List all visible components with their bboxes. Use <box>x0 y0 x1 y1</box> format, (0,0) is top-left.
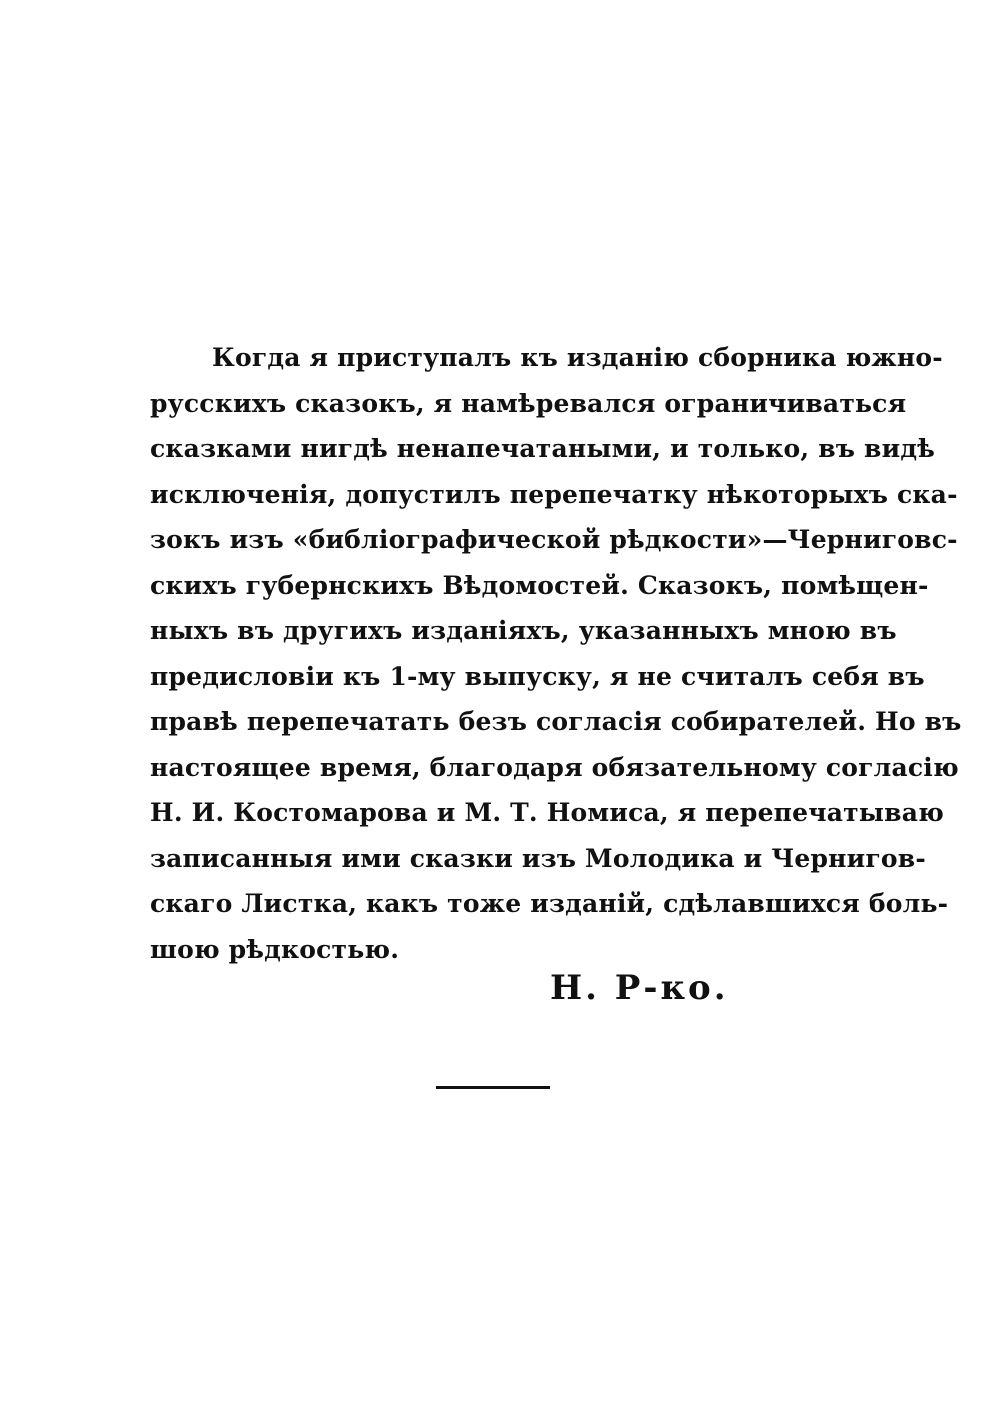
paragraph-line: Н. И. Костомарова и М. Т. Номиса, я перепечатываю <box>150 798 944 827</box>
paragraph-line: сказками нигдѣ ненапечатаными, и только, въ видѣ <box>150 434 936 463</box>
paragraph-line: исключенія, допустилъ перепечатку нѣкоторыхъ ска- <box>150 479 958 509</box>
paragraph-line: русскихъ сказокъ, я намѣревался ограничиваться <box>150 388 907 418</box>
author-signature: Н. Р-ко. <box>550 968 729 1008</box>
paragraph-line: правѣ перепечатать безъ согласія собирателей. Но въ <box>150 707 962 736</box>
paragraph-line: Когда я приступалъ къ изданію сборника южно- <box>212 343 943 372</box>
paragraph-line: ныхъ въ другихъ изданіяхъ, указанныхъ мною въ <box>150 616 897 645</box>
paragraph-line: скихъ губернскихъ Вѣдомостей. Сказокъ, помѣщен- <box>150 570 929 600</box>
paragraph-line: шою рѣдкостью. <box>150 934 400 964</box>
paragraph-line: скаго Листка, какъ тоже изданій, сдѣлавшихся боль- <box>150 889 949 918</box>
paragraph-line: зокъ изъ «библіографической рѣдкости»—Черниговс- <box>150 525 958 554</box>
paragraph-line: настоящее время, благодаря обязательному согласію <box>150 752 959 782</box>
closing-rule-divider <box>436 1086 550 1089</box>
paragraph-line: предисловіи къ 1-му выпуску, я не считалъ себя въ <box>150 661 925 691</box>
paragraph-line: записанныя ими сказки изъ Молодика и Чернигов- <box>150 843 926 873</box>
preface-paragraph <box>150 335 962 972</box>
